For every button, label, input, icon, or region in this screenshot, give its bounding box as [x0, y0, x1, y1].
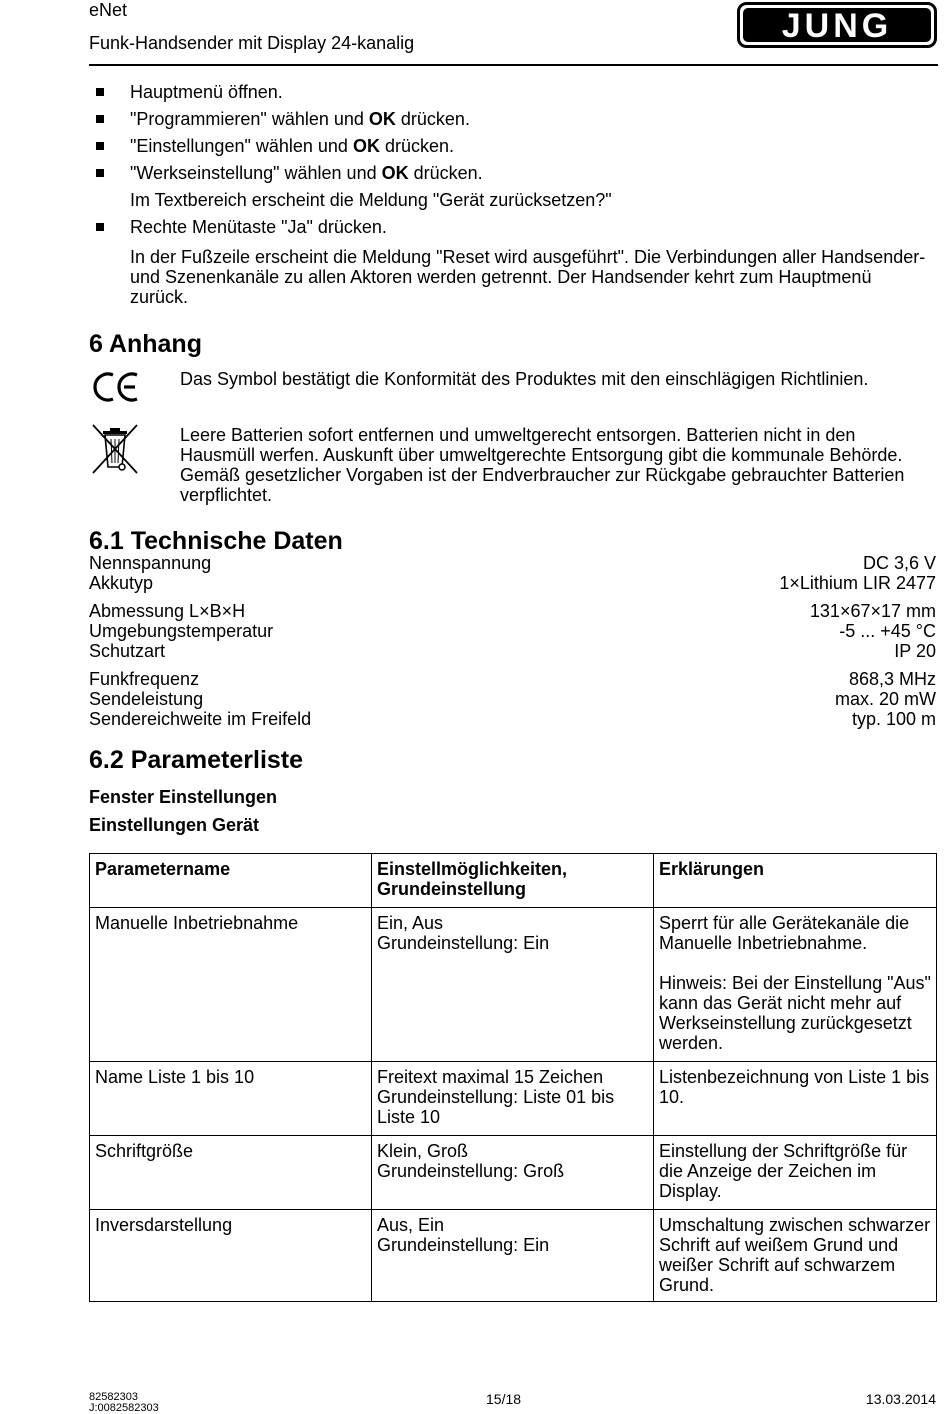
window-heading: Fenster Einstellungen — [89, 787, 278, 807]
product-title: Funk-Handsender mit Display 24-kanalig — [89, 33, 415, 53]
table-row — [90, 1210, 937, 1302]
tech-value: DC 3,6 V — [862, 553, 936, 573]
param-name: Manuelle Inbetriebnahme — [90, 908, 372, 1062]
parameter-table — [89, 853, 937, 1302]
step-3: "Einstellungen" wählen und OK drücken. — [130, 136, 454, 156]
footer-page-number: 15/18 — [486, 1391, 522, 1407]
step-1: Hauptmenü öffnen. — [130, 82, 283, 102]
param-options — [372, 1136, 654, 1210]
option-default: Grundeinstellung: Groß — [377, 1161, 565, 1181]
explanation-text: Sperrt für alle Gerätekanäle die Manuelle Inbetriebnahme. — [659, 913, 910, 953]
option-values: Aus, Ein — [377, 1215, 445, 1235]
step-bullet — [96, 223, 104, 231]
col-header-explanation: Erklärungen — [654, 854, 937, 908]
step-bullet — [96, 88, 104, 96]
param-options — [372, 1062, 654, 1136]
tech-value: 131×67×17 mm — [809, 601, 936, 621]
param-options — [372, 908, 654, 1062]
step-5: Rechte Menütaste "Ja" drücken. — [130, 217, 387, 237]
param-name: Name Liste 1 bis 10 — [90, 1062, 372, 1136]
brand-line: eNet — [89, 0, 128, 20]
table-row — [90, 908, 937, 1062]
tech-label: Sendereichweite im Freifeld — [89, 709, 312, 729]
ce-text: Das Symbol bestätigt die Konformität des Produktes mit den einschlägigen Richtlinien. — [180, 369, 869, 389]
tech-value: typ. 100 m — [851, 709, 936, 729]
tech-label: Umgebungstemperatur — [89, 621, 274, 641]
table-row — [90, 1136, 937, 1210]
tech-value: 868,3 MHz — [848, 669, 936, 689]
option-default: Grundeinstellung: Ein — [377, 933, 550, 953]
parameter-list-title: 6.2 Parameterliste — [89, 746, 304, 774]
tech-label: Funkfrequenz — [89, 669, 200, 689]
param-name: Schriftgröße — [90, 1136, 372, 1210]
battery-disposal-text: Leere Batterien sofort entfernen und umweltgerecht entsorgen. Batterien nicht in den Hausmüll werfen. Auskunft über umweltgerechte Entsorgung gibt die kommunale Behörde. Gemäß gesetzlicher Vorgaben ist der Endverbraucher zur Rückgabe gebrauchter Batterien verpflichtet. — [180, 425, 905, 505]
col-header-options: Einstellmöglichkeiten, Grundeinstellung — [372, 854, 654, 908]
group-heading: Einstellungen Gerät — [89, 815, 260, 835]
option-values: Freitext maximal 15 Zeichen — [377, 1067, 604, 1087]
footer-doc-number: 82582303 — [89, 1391, 138, 1403]
footer-job-number: J:0082582303 — [89, 1402, 159, 1414]
step-2: "Programmieren" wählen und OK drücken. — [130, 109, 470, 129]
logo-text: JUNG — [781, 7, 893, 45]
tech-value: IP 20 — [894, 641, 936, 661]
step-bullet — [96, 115, 104, 123]
explanation-note: Hinweis: Bei der Einstellung "Aus" kann das Gerät nicht mehr auf Werkseinstellung zurückgesetzt werden. — [659, 973, 931, 1053]
table-row — [90, 1062, 937, 1136]
option-values: Klein, Groß — [377, 1141, 469, 1161]
option-default: Grundeinstellung: Ein — [377, 1235, 550, 1255]
option-default: Grundeinstellung: Liste 01 bis Liste 10 — [377, 1087, 615, 1127]
tech-label: Sendeleistung — [89, 689, 204, 709]
option-values: Ein, Aus — [377, 913, 444, 933]
tech-value: -5 ... +45 °C — [839, 621, 936, 641]
step-bullet — [96, 169, 104, 177]
param-options — [372, 1210, 654, 1302]
tech-label: Akkutyp — [89, 573, 154, 593]
col-header-name: Parametername — [90, 854, 372, 908]
table-header-row — [90, 854, 937, 908]
technical-data-title: 6.1 Technische Daten — [89, 527, 343, 555]
tech-label: Nennspannung — [89, 553, 212, 573]
tech-label: Schutzart — [89, 641, 166, 661]
footer-date: 13.03.2014 — [865, 1391, 936, 1407]
tech-value: 1×Lithium LIR 2477 — [779, 573, 936, 593]
param-explanation: Listenbezeichnung von Liste 1 bis 10. — [654, 1062, 937, 1136]
jung-logo — [737, 2, 937, 48]
ce-mark-icon — [92, 370, 142, 404]
section-6-title: 6 Anhang — [89, 330, 202, 358]
param-explanation: Umschaltung zwischen schwarzer Schrift auf weißem Grund und weißer Schrift auf schwarzem Grund. — [654, 1210, 937, 1302]
note-reset-prompt: Im Textbereich erscheint die Meldung "Gerät zurücksetzen?" — [130, 190, 612, 210]
step-4: "Werkseinstellung" wählen und OK drücken. — [130, 163, 483, 183]
note-reset-result: In der Fußzeile erscheint die Meldung "Reset wird ausgeführt". Die Verbindungen aller Handsender- und Szenenkanäle zu allen Aktoren werden getrennt. Der Handsender kehrt zum Hauptmenü zurück. — [130, 247, 926, 307]
step-bullet — [96, 142, 104, 150]
header-rule — [89, 64, 938, 66]
crossed-bin-icon — [89, 421, 141, 477]
param-name: Inversdarstellung — [90, 1210, 372, 1302]
param-explanation — [654, 908, 937, 1062]
tech-label: Abmessung L×B×H — [89, 601, 246, 621]
param-explanation: Einstellung der Schriftgröße für die Anzeige der Zeichen im Display. — [654, 1136, 937, 1210]
tech-value: max. 20 mW — [834, 689, 936, 709]
